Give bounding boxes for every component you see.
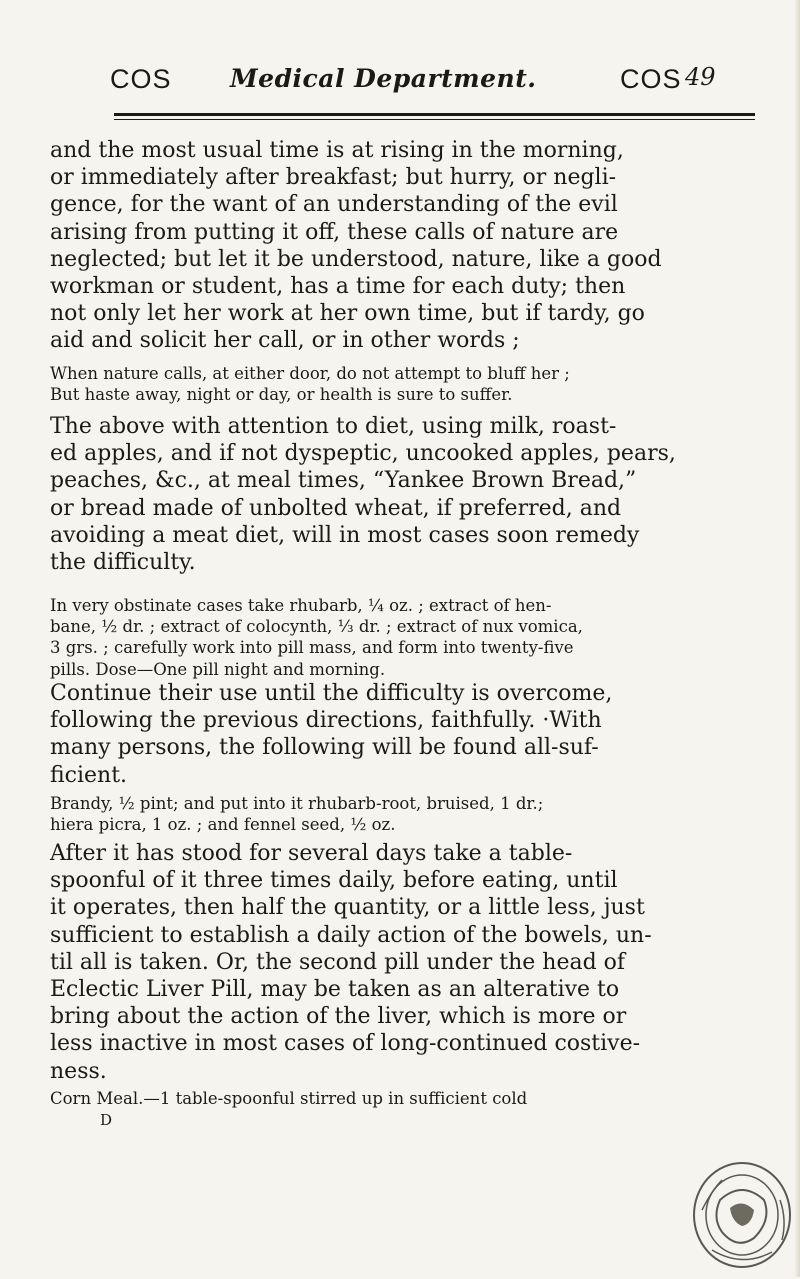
recipe-brandy-tincture [50, 793, 750, 835]
signature-mark: D [100, 1111, 113, 1129]
text-line: ness. [50, 1058, 107, 1084]
library-stamp-icon [692, 1160, 800, 1275]
recipe-line: Corn Meal.—1 table-spoonful stirred up in sufficient cold [50, 1089, 528, 1108]
text-line: peaches, &c., at meal times, “Yankee Brown Bread,” [50, 468, 637, 494]
header-title: Medical Department. [230, 64, 537, 93]
verse [50, 363, 750, 405]
text-line: avoiding a meat diet, will in most cases soon remedy [50, 522, 640, 548]
text-line: it operates, then half the quantity, or a little less, just [50, 895, 645, 921]
text-line: ficient. [50, 762, 128, 788]
text-line: or bread made of unbolted wheat, if preferred, and [50, 495, 622, 521]
text-line: less inactive in most cases of long-continued costive- [50, 1031, 641, 1057]
recipe-line: In very obstinate cases take rhubarb, ¼ oz. ; extract of hen- [50, 596, 552, 615]
text-line: workman or student, has a time for each duty; then [50, 274, 626, 300]
recipe-line: 3 grs. ; carefully work into pill mass, and form into twenty-five [50, 638, 574, 658]
text-line: or immediately after breakfast; but hurry, or negli- [50, 165, 617, 191]
text-line: The above with attention to diet, using milk, roast- [50, 414, 617, 439]
verse-line: But haste away, night or day, or health is sure to suffer. [50, 385, 513, 405]
recipe-line: pills. Dose—One pill night and morning. [50, 659, 386, 679]
paragraph-4 [50, 840, 750, 1085]
text-line: Continue their use until the difficulty is overcome, [50, 681, 613, 706]
text-line: the difficulty. [50, 550, 196, 576]
text-line: gence, for the want of an understanding of the evil [50, 192, 618, 218]
text-line: bring about the action of the liver, which is more or [50, 1004, 627, 1030]
recipe-rhubarb-pills [50, 595, 750, 680]
text-line: After it has stood for several days take a table- [50, 841, 573, 866]
recipe-corn-meal [50, 1088, 750, 1109]
header-right-word: COS [620, 64, 682, 94]
running-header [74, 64, 734, 104]
page-number: 49 [685, 63, 716, 91]
verse-line: When nature calls, at either door, do not attempt to bluff her ; [50, 364, 570, 383]
text-line: Eclectic Liver Pill, may be taken as an alterative to [50, 977, 620, 1003]
recipe-line: bane, ½ dr. ; extract of colocynth, ⅓ dr. ; extract of nux vomica, [50, 617, 583, 637]
header-rule-thick [114, 113, 755, 116]
header-left-word: COS [110, 64, 172, 94]
text-line: sufficient to establish a daily action of the bowels, un- [50, 922, 652, 948]
text-line: spoonful of it three times daily, before eating, until [50, 868, 618, 894]
text-line: and the most usual time is at rising in the morning, [50, 138, 624, 163]
paragraph-1 [50, 137, 750, 355]
text-line: many persons, the following will be found all-suf- [50, 735, 599, 761]
text-line: not only let her work at her own time, but if tardy, go [50, 301, 645, 327]
paragraph-3 [50, 680, 750, 789]
text-line: aid and solicit her call, or in other words ; [50, 328, 520, 354]
text-line: neglected; but let it be understood, nature, like a good [50, 246, 662, 272]
paragraph-2 [50, 413, 750, 576]
text-line: arising from putting it off, these calls of nature are [50, 219, 619, 245]
text-line: following the previous directions, faithfully. ·With [50, 708, 602, 734]
recipe-line: hiera picra, 1 oz. ; and fennel seed, ½ oz. [50, 815, 396, 835]
header-rule-thin [114, 119, 755, 120]
page-edge-shadow [794, 0, 800, 1277]
text-line: ed apples, and if not dyspeptic, uncooked apples, pears, [50, 441, 676, 467]
recipe-line: Brandy, ½ pint; and put into it rhubarb-root, bruised, 1 dr.; [50, 794, 544, 813]
text-line: til all is taken. Or, the second pill under the head of [50, 949, 626, 975]
